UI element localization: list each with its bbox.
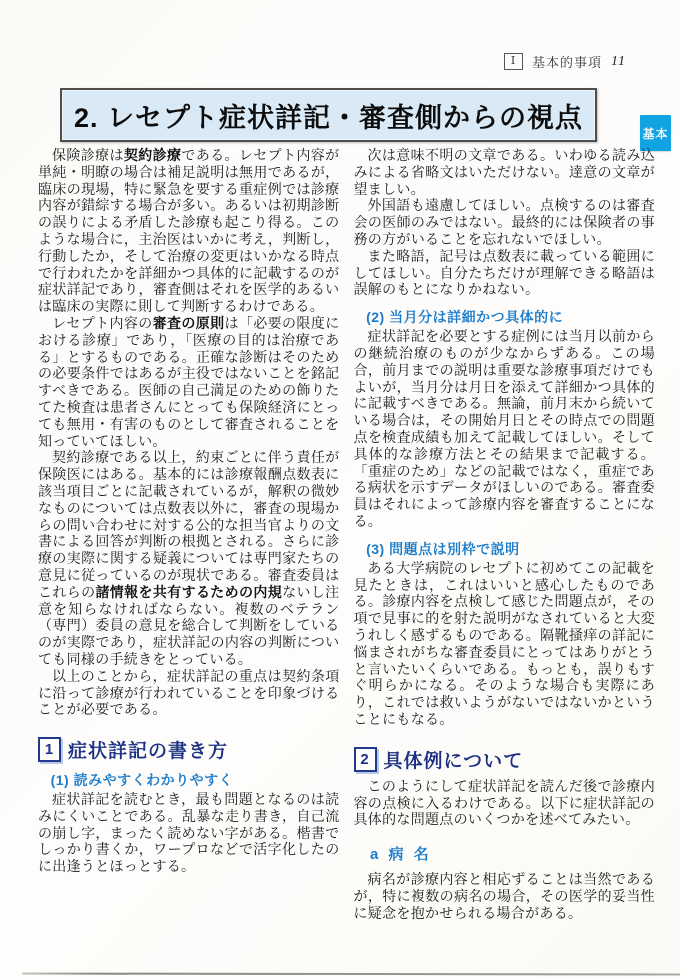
paragraph: 保険診療は契約診療である。レセプト内容が単純・明瞭の場合は補足説明は無用であるが，臨床の現場，特に緊急を要する重症例では診療内容が錯綜する場合が多い。あるいは初期診断の誤りによる矛盾した診療も起こり得る。このような場合に，主治医はいかに考え，判断し，行動したか，そして治療の変更はいかなる時点で行われたかを詳細かつ具体的に記載するのが症状詳記であり，審査側はそれを医学的あるいは臨床の実際に則して判断するわけである。 [38, 149, 340, 316]
paragraph: また略語，記号は点数表に載っている範囲にしてほしい。自分たちだけが理解できる略語は誤解のもとになりかねない。 [353, 249, 655, 299]
subsection-heading-a: a 病 名 [370, 846, 432, 864]
column-right [354, 149, 656, 923]
subsection-heading-1: (1) 読みやすくわかりやすく [50, 772, 234, 789]
part-number-box: Ⅰ [504, 53, 523, 70]
paragraph: 症状詳記を必要とする症例には当月以前からの継続治療のものが少なからずある。この場合，前月までの説明は重要な診療事項だけでもよいが，当月分は月日を添えて詳細かつ具体的に記載すべきである。無論，前月末から続いている場合は，その開始月日とその時点での問題点を検査成績も加えて記載してほしい。そして具体的な診療方法とその結果まで記載する。「重症のため」などの記載ではなく，重症である病状を示すデータがほしいのである。審査委員はそれによって診療内容を審査することになる。 [353, 330, 655, 530]
part-title: 基本的事項 [532, 55, 603, 70]
edge-tab-basic: 基本 [640, 115, 671, 151]
section-heading-label: 症状詳記の書き方 [68, 741, 229, 763]
chapter-title-banner [60, 88, 597, 142]
paragraph: 症状詳記を読むとき，最も問題となるのは読みにくいことである。乱暴な走り書き，自己流の崩し字，まったく読めない字がある。楷書でしっかり書くか，ワープロなどで活字化したのに出逢うとほっとする。 [38, 793, 340, 876]
section-number-box: 2 [354, 747, 377, 772]
subsection-heading-3: (3) 問題点は別枠で説明 [366, 540, 520, 557]
column-left [38, 149, 340, 923]
page-bottom-scan-edge [22, 973, 680, 976]
paragraph: 以上のことから，症状詳記の重点は契約条項に沿って診療が行われていることを印象づけることが必要である。 [38, 669, 340, 719]
paragraph: 契約診療である以上，約束ごとに伴う責任が保険医にはある。基本的には診療報酬点数表に該当項目ごとに記載されているが，解釈の微妙なものについては点数表以外に，審査の現場からの問い合わせに対する公的な担当官よりの文書による回答が判断の根拠とされる。さらに診療の実際に関する疑義については専門家たちの意見に従っているのが現状である。審査委員はこれらの諸情報を共有するための内規ないし注意を知らなければならない。複数のベテラン（専門）委員の意見を総合して判断をしているのが実際であり，症状詳記の内容の判断についても同様の手続きをとっている。 [38, 451, 340, 668]
section-heading-1 [38, 736, 340, 763]
section-heading-label: 具体例について [383, 750, 524, 772]
paragraph: 外国語も遠慮してほしい。点検するのは審査会の医師のみではない。最終的には保険者の事務の方がいることを忘れないでほしい。 [353, 199, 655, 248]
section-number-box: 1 [38, 737, 61, 762]
chapter-title: 2. レセプト症状詳記・審査側からの視点 [73, 102, 584, 133]
paragraph: 次は意味不明の文章である。いわゆる読み込みによる省略文はいただけない。達意の文章が望ましい。 [353, 149, 655, 198]
paragraph: このようにして症状詳記を読んだ後で診療内容の点検に入るわけである。以下に症状詳記の具体的な問題点のいくつかを述べてみたい。 [353, 779, 655, 829]
running-head [504, 52, 626, 71]
paragraph: ある大学病院のレセプトに初めてこの記載を見たときは，これはいいと感心したものである。診療内容を点検して感じた問題点が，その項で見事に的を射た説明がなされていると大変うれしく感ずるものである。隔靴掻痒の詳記に悩まされがちな審査委員にとってはありがとうと言いたいくらいである。もっとも，誤りもすぐ明らかになる。そのような場合も実際にあり，これでは救いようがないではないかということにもなる。 [353, 561, 655, 728]
paragraph: 病名が診療内容と相応ずることは当然であるが，特に複数の病名の場合，その医学的妥当性に疑念を抱かせられる場合がある。 [353, 873, 655, 922]
subsection-heading-2: (2) 当月分は詳細かつ具体的に [366, 309, 564, 326]
paragraph: レセプト内容の審査の原則は「必要の限度における診療」であり，「医療の目的は治療である」とするものである。正確な診断はそのための必要条件ではあるが主役ではないことを銘記すべきである。医師の自己満足のための飾りたてた検査は患者さんにとっても保険経済にとっても無用・有害のものとして審査されることを知っていてほしい。 [38, 316, 340, 450]
page-number: 11 [611, 53, 626, 69]
section-heading-2 [354, 746, 656, 773]
body-columns [38, 149, 655, 923]
